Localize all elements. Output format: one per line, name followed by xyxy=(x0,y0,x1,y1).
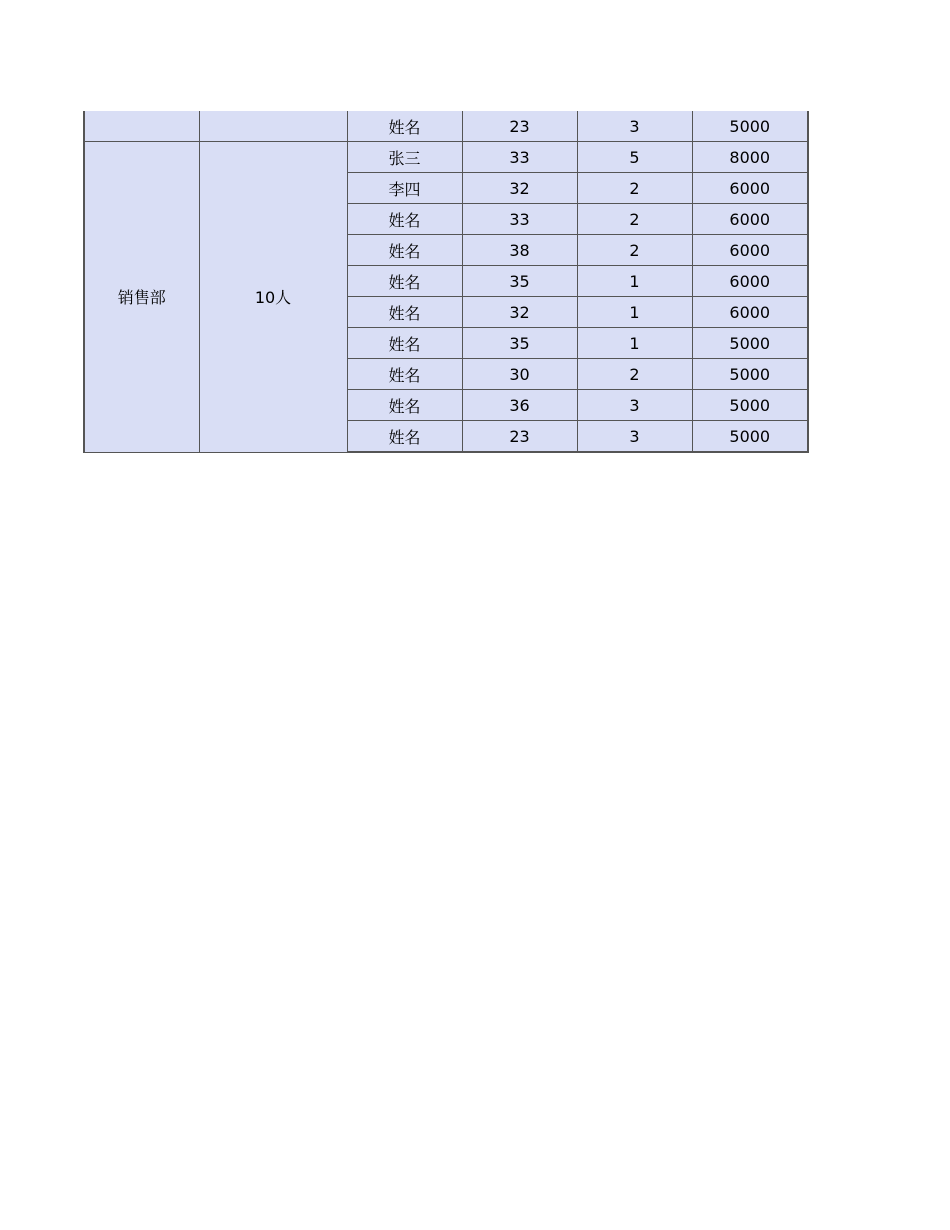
employee-name-cell: 姓名 xyxy=(347,204,462,235)
employee-name-cell: 姓名 xyxy=(347,111,462,142)
years-cell: 3 xyxy=(577,390,692,421)
employee-name-cell: 姓名 xyxy=(347,235,462,266)
employee-name-cell: 李四 xyxy=(347,173,462,204)
age-cell: 30 xyxy=(462,359,577,390)
employee-table-body xyxy=(84,111,808,452)
age-cell: 35 xyxy=(462,328,577,359)
age-cell: 33 xyxy=(462,142,577,173)
years-cell: 3 xyxy=(577,111,692,142)
table-row xyxy=(84,142,808,173)
age-cell: 32 xyxy=(462,173,577,204)
age-cell: 32 xyxy=(462,297,577,328)
salary-cell: 5000 xyxy=(692,359,808,390)
salary-cell: 5000 xyxy=(692,390,808,421)
salary-cell: 6000 xyxy=(692,235,808,266)
salary-cell: 6000 xyxy=(692,297,808,328)
headcount-cell: 10人 xyxy=(199,142,347,453)
years-cell: 5 xyxy=(577,142,692,173)
employee-name-cell: 姓名 xyxy=(347,359,462,390)
years-cell: 1 xyxy=(577,328,692,359)
age-cell: 36 xyxy=(462,390,577,421)
years-cell: 1 xyxy=(577,297,692,328)
salary-cell: 5000 xyxy=(692,421,808,453)
employee-table xyxy=(83,111,809,453)
age-cell: 23 xyxy=(462,421,577,453)
employee-name-cell: 姓名 xyxy=(347,328,462,359)
years-cell: 2 xyxy=(577,204,692,235)
age-cell: 33 xyxy=(462,204,577,235)
department-cell xyxy=(84,111,199,142)
employee-name-cell: 姓名 xyxy=(347,266,462,297)
years-cell: 3 xyxy=(577,421,692,453)
salary-cell: 6000 xyxy=(692,173,808,204)
salary-cell: 8000 xyxy=(692,142,808,173)
age-cell: 38 xyxy=(462,235,577,266)
employee-name-cell: 姓名 xyxy=(347,421,462,453)
employee-name-cell: 张三 xyxy=(347,142,462,173)
years-cell: 2 xyxy=(577,359,692,390)
employee-name-cell: 姓名 xyxy=(347,297,462,328)
employee-name-cell: 姓名 xyxy=(347,390,462,421)
years-cell: 2 xyxy=(577,173,692,204)
salary-cell: 5000 xyxy=(692,111,808,142)
salary-cell: 6000 xyxy=(692,266,808,297)
age-cell: 23 xyxy=(462,111,577,142)
department-cell: 销售部 xyxy=(84,142,199,453)
salary-cell: 6000 xyxy=(692,204,808,235)
salary-cell: 5000 xyxy=(692,328,808,359)
years-cell: 1 xyxy=(577,266,692,297)
age-cell: 35 xyxy=(462,266,577,297)
table-row xyxy=(84,111,808,142)
headcount-cell xyxy=(199,111,347,142)
years-cell: 2 xyxy=(577,235,692,266)
